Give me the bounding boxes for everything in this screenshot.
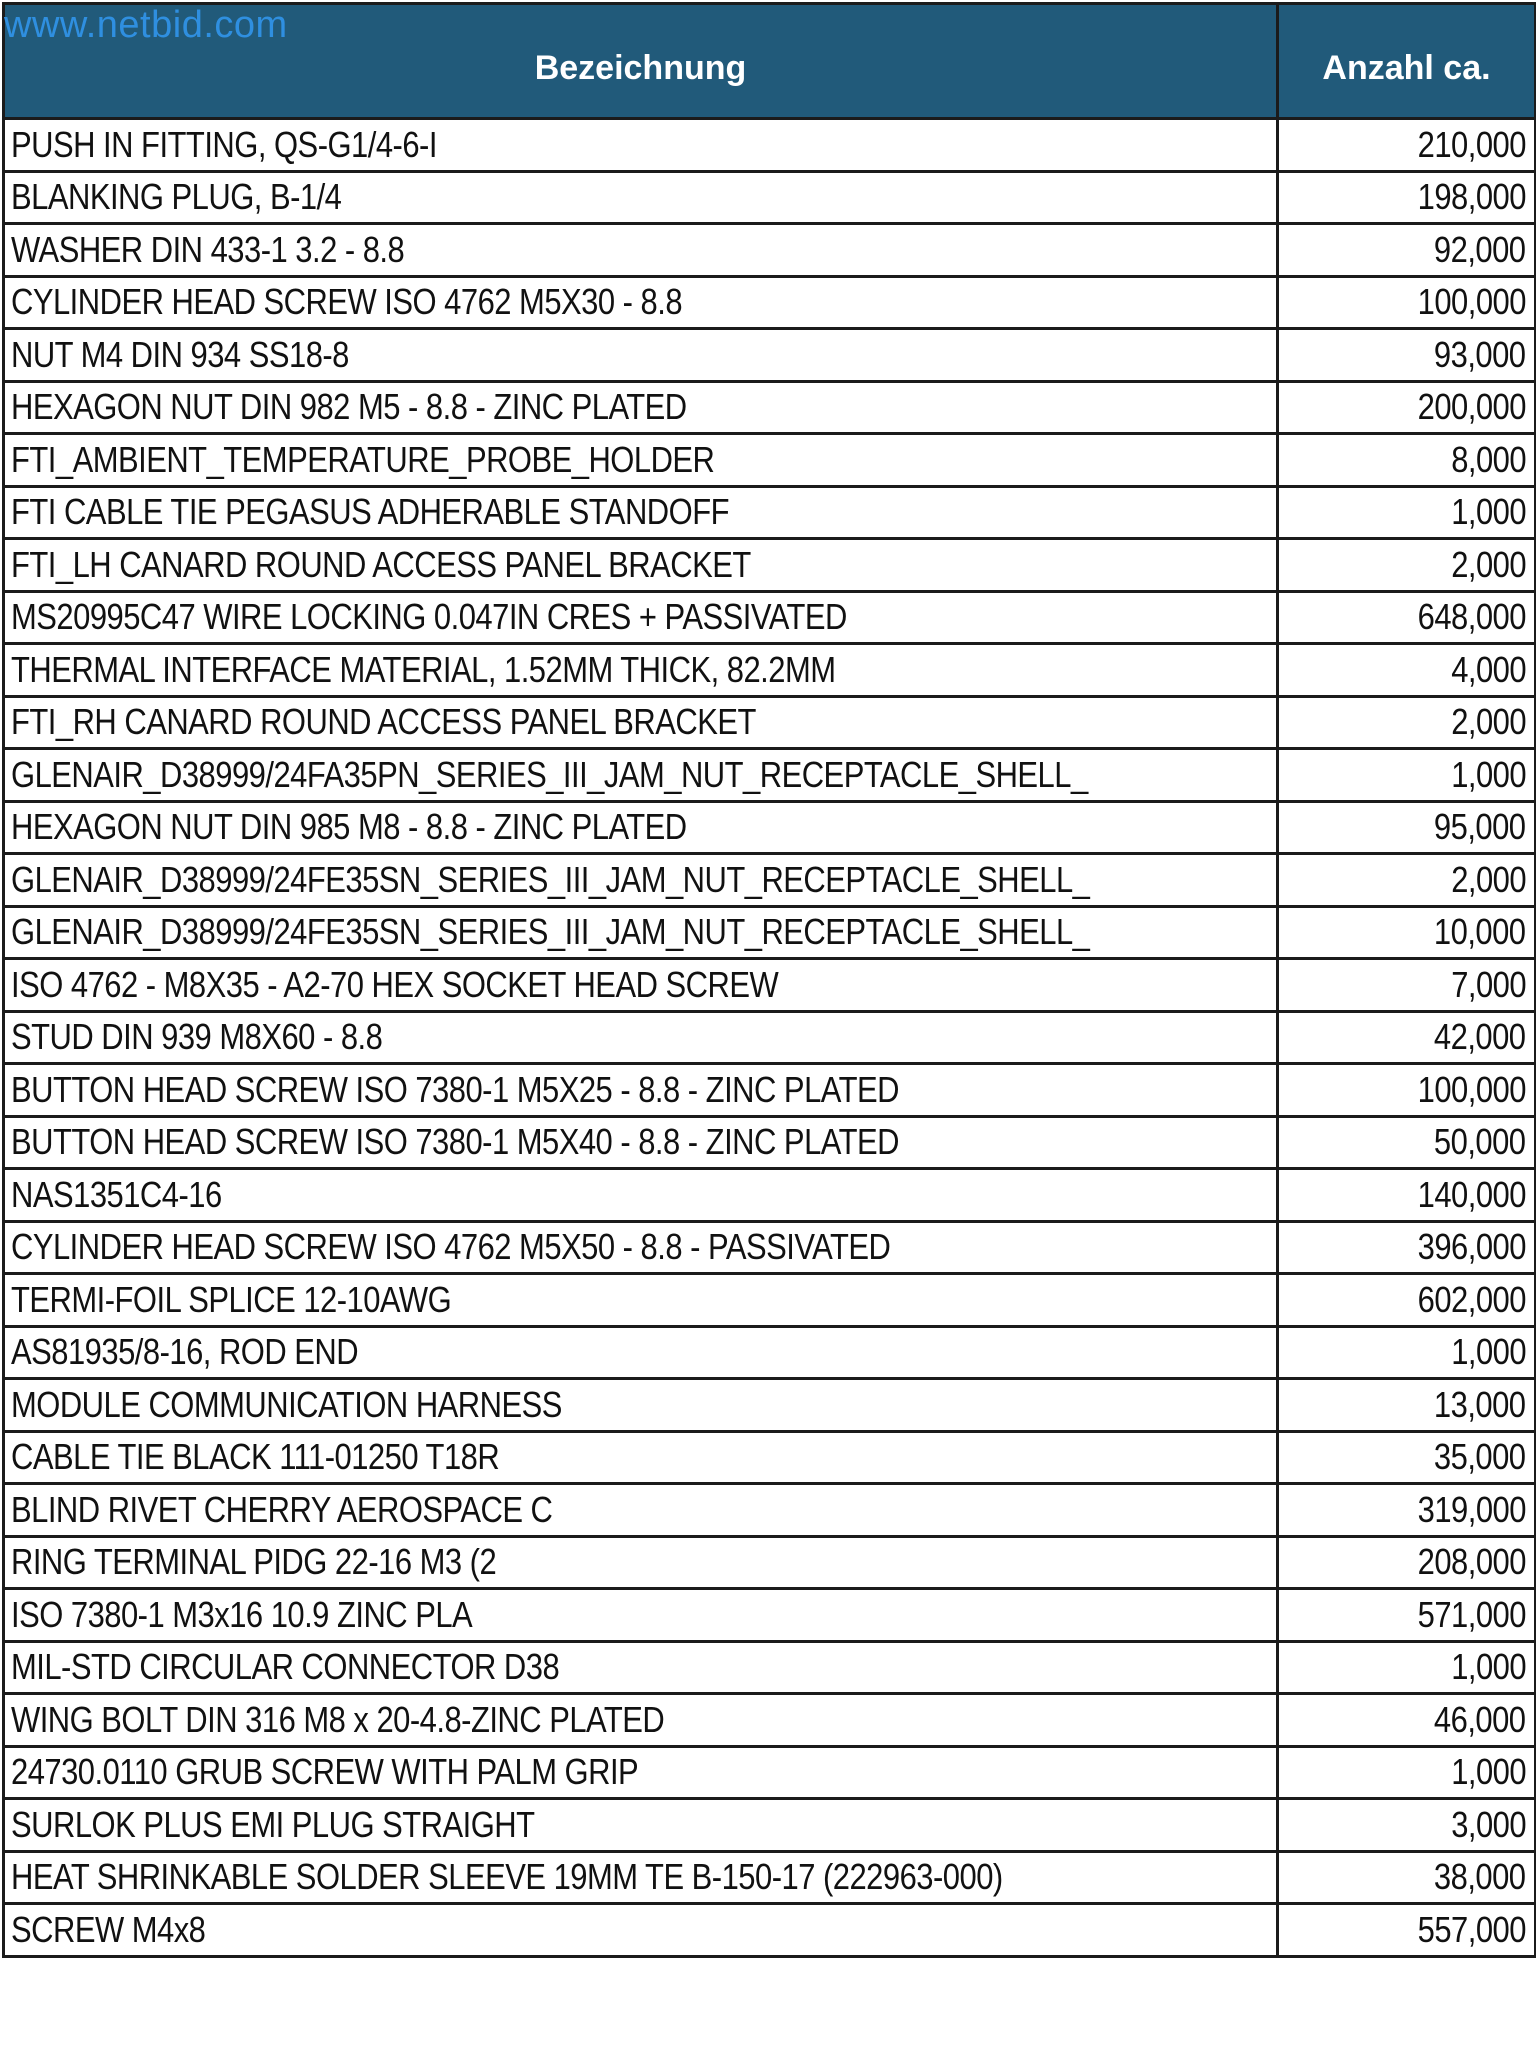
table-row[interactable] [4,1904,1536,1957]
quantity-text: 3,000 [1451,1803,1526,1845]
item-name-text: BUTTON HEAD SCREW ISO 7380-1 M5X40 - 8.8 - ZINC PLATED [11,1121,899,1163]
quantity-text: 46,000 [1434,1698,1526,1740]
cell-quantity[interactable] [1278,591,1536,644]
cell-quantity[interactable] [1278,1169,1536,1222]
cell-quantity[interactable] [1278,1011,1536,1064]
table-row[interactable] [4,119,1536,172]
item-name-text: TERMI-FOIL SPLICE 12-10AWG [11,1278,452,1320]
cell-item-name[interactable] [4,539,1278,592]
item-name-text: FTI_RH CANARD ROUND ACCESS PANEL BRACKET [11,701,756,743]
quantity-text: 2,000 [1451,701,1526,743]
cell-quantity[interactable] [1278,1746,1536,1799]
cell-item-name[interactable] [4,381,1278,434]
cell-quantity[interactable] [1278,486,1536,539]
quantity-text: 92,000 [1434,228,1526,270]
table-row[interactable] [4,1379,1536,1432]
watermark-text: www.netbid.com [4,4,288,46]
table-row[interactable] [4,1694,1536,1747]
cell-item-name[interactable] [4,1379,1278,1432]
item-name-text: GLENAIR_D38999/24FA35PN_SERIES_III_JAM_NUT_RECEPTACLE_SHELL_ [11,753,1088,795]
quantity-text: 140,000 [1417,1173,1526,1215]
item-name-text: FTI CABLE TIE PEGASUS ADHERABLE STANDOFF [11,491,729,533]
cell-quantity[interactable] [1278,119,1536,172]
cell-quantity[interactable] [1278,854,1536,907]
item-name-text: PUSH IN FITTING, QS-G1/4-6-I [11,123,437,165]
cell-quantity[interactable] [1278,1326,1536,1379]
quantity-text: 13,000 [1434,1383,1526,1425]
item-name-text: GLENAIR_D38999/24FE35SN_SERIES_III_JAM_NUT_RECEPTACLE_SHELL_ [11,911,1090,953]
item-name-text: SURLOK PLUS EMI PLUG STRAIGHT [11,1803,535,1845]
cell-quantity[interactable] [1278,434,1536,487]
column-header-quantity[interactable] [1278,4,1536,119]
quantity-text: 648,000 [1417,596,1526,638]
table-row[interactable] [4,696,1536,749]
quantity-text: 1,000 [1451,1751,1526,1793]
item-name-text: MS20995C47 WIRE LOCKING 0.047IN CRES + PASSIVATED [11,596,847,638]
cell-quantity[interactable] [1278,1379,1536,1432]
table-row[interactable] [4,224,1536,277]
table-row[interactable] [4,1589,1536,1642]
cell-item-name[interactable] [4,171,1278,224]
quantity-text: 100,000 [1417,1068,1526,1110]
item-name-text: CABLE TIE BLACK 111-01250 T18R [11,1436,500,1478]
table-row[interactable] [4,591,1536,644]
cell-item-name[interactable] [4,959,1278,1012]
cell-item-name[interactable] [4,801,1278,854]
quantity-text: 1,000 [1451,1331,1526,1373]
table-row[interactable] [4,1484,1536,1537]
cell-item-name[interactable] [4,119,1278,172]
column-header-name-label: Bezeichnung [534,48,747,87]
item-name-text: GLENAIR_D38999/24FE35SN_SERIES_III_JAM_NUT_RECEPTACLE_SHELL_ [11,858,1090,900]
item-name-text: ISO 4762 - M8X35 - A2-70 HEX SOCKET HEAD SCREW [11,963,779,1005]
item-name-text: WASHER DIN 433-1 3.2 - 8.8 [11,228,405,270]
cell-quantity[interactable] [1278,1904,1536,1957]
item-name-text: FTI_AMBIENT_TEMPERATURE_PROBE_HOLDER [11,438,715,480]
item-name-text: FTI_LH CANARD ROUND ACCESS PANEL BRACKET [11,543,751,585]
cell-item-name[interactable] [4,1484,1278,1537]
item-name-text: AS81935/8-16, ROD END [11,1331,359,1373]
cell-item-name[interactable] [4,1011,1278,1064]
table-row[interactable] [4,329,1536,382]
item-name-text: MIL-STD CIRCULAR CONNECTOR D38 [11,1646,560,1688]
cell-quantity[interactable] [1278,1799,1536,1852]
cell-item-name[interactable] [4,1064,1278,1117]
quantity-text: 200,000 [1417,386,1526,428]
table-body [4,119,1536,1957]
table-row[interactable] [4,959,1536,1012]
cell-quantity[interactable] [1278,1536,1536,1589]
item-name-text: HEXAGON NUT DIN 982 M5 - 8.8 - ZINC PLATED [11,386,687,428]
cell-quantity[interactable] [1278,1274,1536,1327]
quantity-text: 208,000 [1417,1541,1526,1583]
cell-quantity[interactable] [1278,696,1536,749]
item-name-text: SCREW M4x8 [11,1908,206,1950]
cell-quantity[interactable] [1278,749,1536,802]
quantity-text: 93,000 [1434,333,1526,375]
item-name-text: NUT M4 DIN 934 SS18-8 [11,333,349,375]
cell-quantity[interactable] [1278,1851,1536,1904]
table-row[interactable] [4,1536,1536,1589]
cell-quantity[interactable] [1278,1116,1536,1169]
cell-item-name[interactable] [4,1326,1278,1379]
cell-quantity[interactable] [1278,1589,1536,1642]
cell-quantity[interactable] [1278,1431,1536,1484]
table-row[interactable] [4,171,1536,224]
table-row[interactable] [4,486,1536,539]
cell-quantity[interactable] [1278,906,1536,959]
quantity-text: 1,000 [1451,491,1526,533]
table-row[interactable] [4,1431,1536,1484]
table-row[interactable] [4,1799,1536,1852]
cell-item-name[interactable] [4,906,1278,959]
cell-quantity[interactable] [1278,276,1536,329]
table-row[interactable] [4,276,1536,329]
quantity-text: 7,000 [1451,963,1526,1005]
table-row[interactable] [4,1746,1536,1799]
cell-item-name[interactable] [4,854,1278,907]
table-row[interactable] [4,1169,1536,1222]
cell-item-name[interactable] [4,1169,1278,1222]
item-name-text: 24730.0110 GRUB SCREW WITH PALM GRIP [11,1751,639,1793]
item-name-text: STUD DIN 939 M8X60 - 8.8 [11,1016,383,1058]
quantity-text: 571,000 [1417,1593,1526,1635]
cell-quantity[interactable] [1278,381,1536,434]
table-row[interactable] [4,1116,1536,1169]
cell-quantity[interactable] [1278,959,1536,1012]
quantity-text: 10,000 [1434,911,1526,953]
cell-item-name[interactable] [4,1746,1278,1799]
item-name-text: BLANKING PLUG, B-1/4 [11,176,342,218]
item-name-text: NAS1351C4-16 [11,1173,222,1215]
quantity-text: 50,000 [1434,1121,1526,1163]
quantity-text: 1,000 [1451,753,1526,795]
cell-quantity[interactable] [1278,1484,1536,1537]
cell-quantity[interactable] [1278,644,1536,697]
table-row[interactable] [4,854,1536,907]
cell-item-name[interactable] [4,1904,1278,1957]
table-row[interactable] [4,539,1536,592]
item-name-text: MODULE COMMUNICATION HARNESS [11,1383,562,1425]
item-name-text: WING BOLT DIN 316 M8 x 20-4.8-ZINC PLATED [11,1698,665,1740]
quantity-text: 4,000 [1451,648,1526,690]
quantity-text: 198,000 [1417,176,1526,218]
cell-item-name[interactable] [4,329,1278,382]
table-row[interactable] [4,1011,1536,1064]
cell-item-name[interactable] [4,486,1278,539]
item-name-text: RING TERMINAL PIDG 22-16 M3 (2 [11,1541,497,1583]
table-row[interactable] [4,1641,1536,1694]
quantity-text: 319,000 [1417,1488,1526,1530]
column-header-quantity-label: Anzahl ca. [1322,48,1491,87]
cell-item-name[interactable] [4,1694,1278,1747]
cell-item-name[interactable] [4,696,1278,749]
cell-item-name[interactable] [4,1536,1278,1589]
quantity-text: 38,000 [1434,1856,1526,1898]
cell-item-name[interactable] [4,644,1278,697]
cell-quantity[interactable] [1278,1641,1536,1694]
quantity-text: 2,000 [1451,543,1526,585]
table-row[interactable] [4,1274,1536,1327]
quantity-text: 35,000 [1434,1436,1526,1478]
table-row[interactable] [4,434,1536,487]
cell-quantity[interactable] [1278,224,1536,277]
quantity-text: 396,000 [1417,1226,1526,1268]
cell-item-name[interactable] [4,1221,1278,1274]
table-row[interactable] [4,801,1536,854]
cell-quantity[interactable] [1278,539,1536,592]
cell-item-name[interactable] [4,591,1278,644]
table-row[interactable] [4,906,1536,959]
cell-item-name[interactable] [4,434,1278,487]
table-row[interactable] [4,749,1536,802]
item-name-text: CYLINDER HEAD SCREW ISO 4762 M5X30 - 8.8 [11,281,683,323]
item-name-text: HEXAGON NUT DIN 985 M8 - 8.8 - ZINC PLATED [11,806,687,848]
cell-item-name[interactable] [4,1851,1278,1904]
cell-item-name[interactable] [4,1589,1278,1642]
table-row[interactable] [4,1326,1536,1379]
cell-item-name[interactable] [4,749,1278,802]
cell-quantity[interactable] [1278,1694,1536,1747]
cell-quantity[interactable] [1278,329,1536,382]
table-row[interactable] [4,1221,1536,1274]
table-row[interactable] [4,381,1536,434]
quantity-text: 100,000 [1417,281,1526,323]
quantity-text: 42,000 [1434,1016,1526,1058]
cell-item-name[interactable] [4,276,1278,329]
cell-item-name[interactable] [4,1431,1278,1484]
quantity-text: 95,000 [1434,806,1526,848]
cell-quantity[interactable] [1278,171,1536,224]
parts-table [2,2,1536,1958]
item-name-text: CYLINDER HEAD SCREW ISO 4762 M5X50 - 8.8 - PASSIVATED [11,1226,891,1268]
cell-item-name[interactable] [4,1274,1278,1327]
cell-quantity[interactable] [1278,801,1536,854]
item-name-text: BUTTON HEAD SCREW ISO 7380-1 M5X25 - 8.8 - ZINC PLATED [11,1068,899,1110]
cell-quantity[interactable] [1278,1221,1536,1274]
item-name-text: BLIND RIVET CHERRY AEROSPACE C [11,1488,553,1530]
cell-item-name[interactable] [4,1641,1278,1694]
quantity-text: 1,000 [1451,1646,1526,1688]
item-name-text: THERMAL INTERFACE MATERIAL, 1.52MM THICK, 82.2MM [11,648,836,690]
cell-quantity[interactable] [1278,1064,1536,1117]
cell-item-name[interactable] [4,224,1278,277]
item-name-text: HEAT SHRINKABLE SOLDER SLEEVE 19MM TE B-150-17 (222963-000) [11,1856,1003,1898]
quantity-text: 8,000 [1451,438,1526,480]
quantity-text: 2,000 [1451,858,1526,900]
cell-item-name[interactable] [4,1799,1278,1852]
table-row[interactable] [4,1851,1536,1904]
table-row[interactable] [4,1064,1536,1117]
quantity-text: 602,000 [1417,1278,1526,1320]
item-name-text: ISO 7380-1 M3x16 10.9 ZINC PLA [11,1593,473,1635]
cell-item-name[interactable] [4,1116,1278,1169]
quantity-text: 210,000 [1417,123,1526,165]
table-row[interactable] [4,644,1536,697]
quantity-text: 557,000 [1417,1908,1526,1950]
